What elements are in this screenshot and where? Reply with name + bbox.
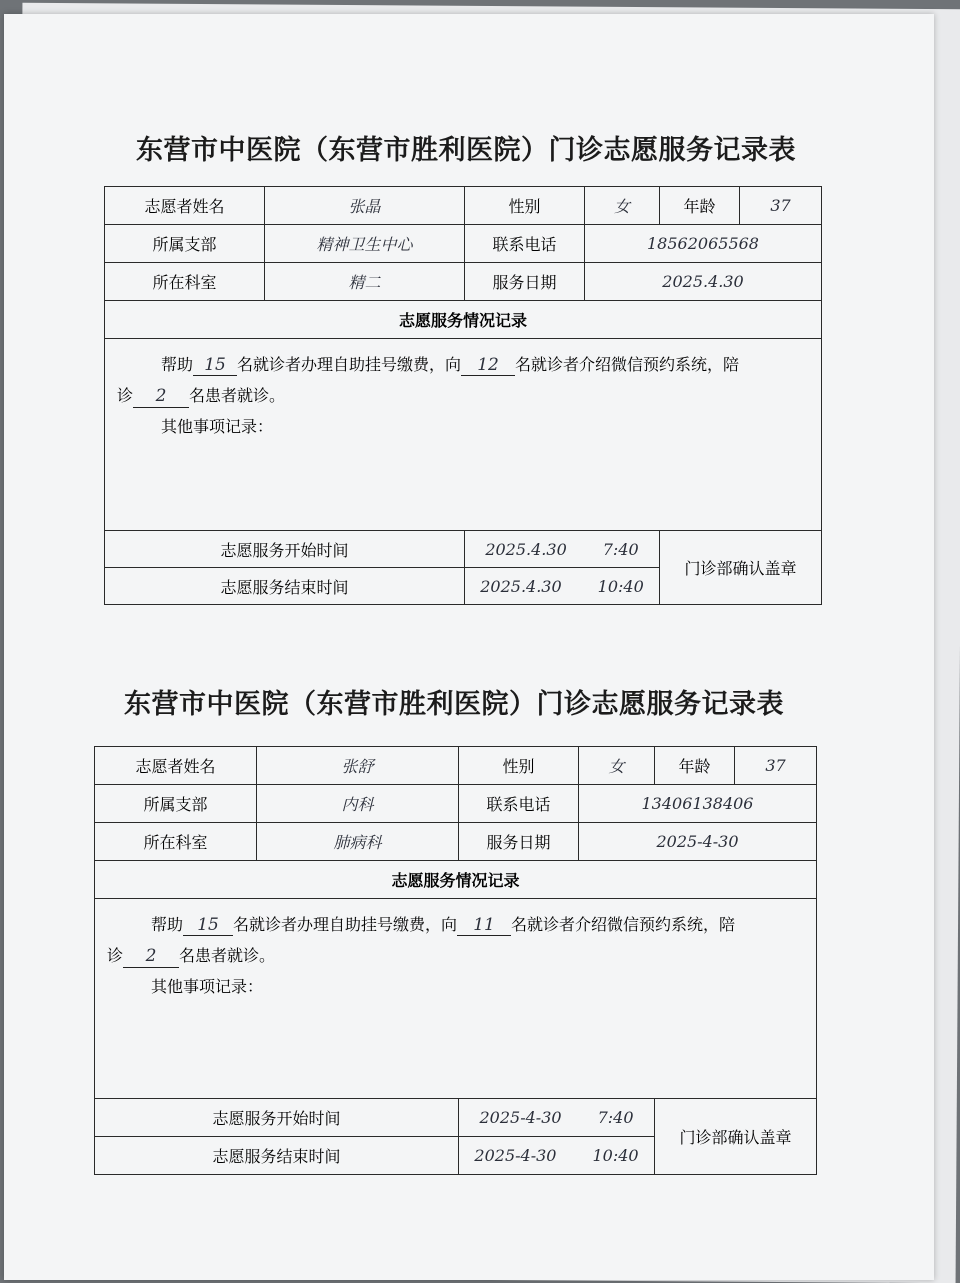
value-name: 张晶 xyxy=(265,187,465,225)
label-name: 志愿者姓名 xyxy=(95,747,257,785)
label-start-time: 志愿服务开始时间 xyxy=(95,1099,459,1137)
form-title: 东营市中医院（东营市胜利医院）门诊志愿服务记录表 xyxy=(124,689,784,720)
label-end-time: 志愿服务结束时间 xyxy=(105,568,465,605)
label-gender: 性别 xyxy=(465,187,585,225)
label-dept: 所在科室 xyxy=(105,263,265,301)
accompanied-count: 2 xyxy=(133,386,189,407)
label-date: 服务日期 xyxy=(459,823,579,861)
other-notes-label: 其他事项记录： xyxy=(151,977,264,997)
introduced-count: 12 xyxy=(461,355,515,376)
form-title: 东营市中医院（东营市胜利医院）门诊志愿服务记录表 xyxy=(136,135,796,166)
service-record-body: 帮助 15 名就诊者办理自助挂号缴费，向 11 名就诊者介绍微信预约系统，陪 诊 2 名患者就诊。 其他事项记录： xyxy=(95,899,817,1099)
value-name: 张舒 xyxy=(257,747,459,785)
helped-count: 15 xyxy=(183,915,233,936)
value-branch: 精神卫生中心 xyxy=(265,225,465,263)
section-header: 志愿服务情况记录 xyxy=(105,301,822,339)
label-start-time: 志愿服务开始时间 xyxy=(105,531,465,568)
value-phone: 13406138406 xyxy=(579,785,817,823)
label-date: 服务日期 xyxy=(465,263,585,301)
section-header: 志愿服务情况记录 xyxy=(95,861,817,899)
value-age: 37 xyxy=(735,747,817,785)
helped-count: 15 xyxy=(193,355,237,376)
value-gender: 女 xyxy=(585,187,660,225)
value-dept: 精二 xyxy=(265,263,465,301)
stamp-area: 门诊部确认盖章 xyxy=(660,531,822,605)
info-table xyxy=(94,746,817,1175)
value-branch: 内科 xyxy=(257,785,459,823)
accompanied-count: 2 xyxy=(123,946,179,967)
info-table xyxy=(104,186,822,605)
label-phone: 联系电话 xyxy=(459,785,579,823)
value-start-time: 2025-4-30 7:40 xyxy=(459,1099,655,1137)
value-dept: 肺病科 xyxy=(257,823,459,861)
paper-sheet xyxy=(4,14,934,1280)
label-branch: 所属支部 xyxy=(105,225,265,263)
label-dept: 所在科室 xyxy=(95,823,257,861)
value-date: 2025.4.30 xyxy=(585,263,822,301)
value-phone: 18562065568 xyxy=(585,225,822,263)
service-record-body: 帮助 15 名就诊者办理自助挂号缴费，向 12 名就诊者介绍微信预约系统，陪 诊 2 名患者就诊。 其他事项记录： xyxy=(105,339,822,531)
value-end-time: 2025.4.30 10:40 xyxy=(465,568,660,605)
value-start-time: 2025.4.30 7:40 xyxy=(465,531,660,568)
label-phone: 联系电话 xyxy=(465,225,585,263)
value-date: 2025-4-30 xyxy=(579,823,817,861)
label-name: 志愿者姓名 xyxy=(105,187,265,225)
label-age: 年龄 xyxy=(660,187,740,225)
label-branch: 所属支部 xyxy=(95,785,257,823)
label-end-time: 志愿服务结束时间 xyxy=(95,1137,459,1175)
label-age: 年龄 xyxy=(655,747,735,785)
value-end-time: 2025-4-30 10:40 xyxy=(459,1137,655,1175)
value-age: 37 xyxy=(740,187,822,225)
other-notes-label: 其他事项记录： xyxy=(161,417,274,437)
label-gender: 性别 xyxy=(459,747,579,785)
introduced-count: 11 xyxy=(457,915,511,936)
value-gender: 女 xyxy=(579,747,655,785)
stamp-area: 门诊部确认盖章 xyxy=(655,1099,817,1175)
